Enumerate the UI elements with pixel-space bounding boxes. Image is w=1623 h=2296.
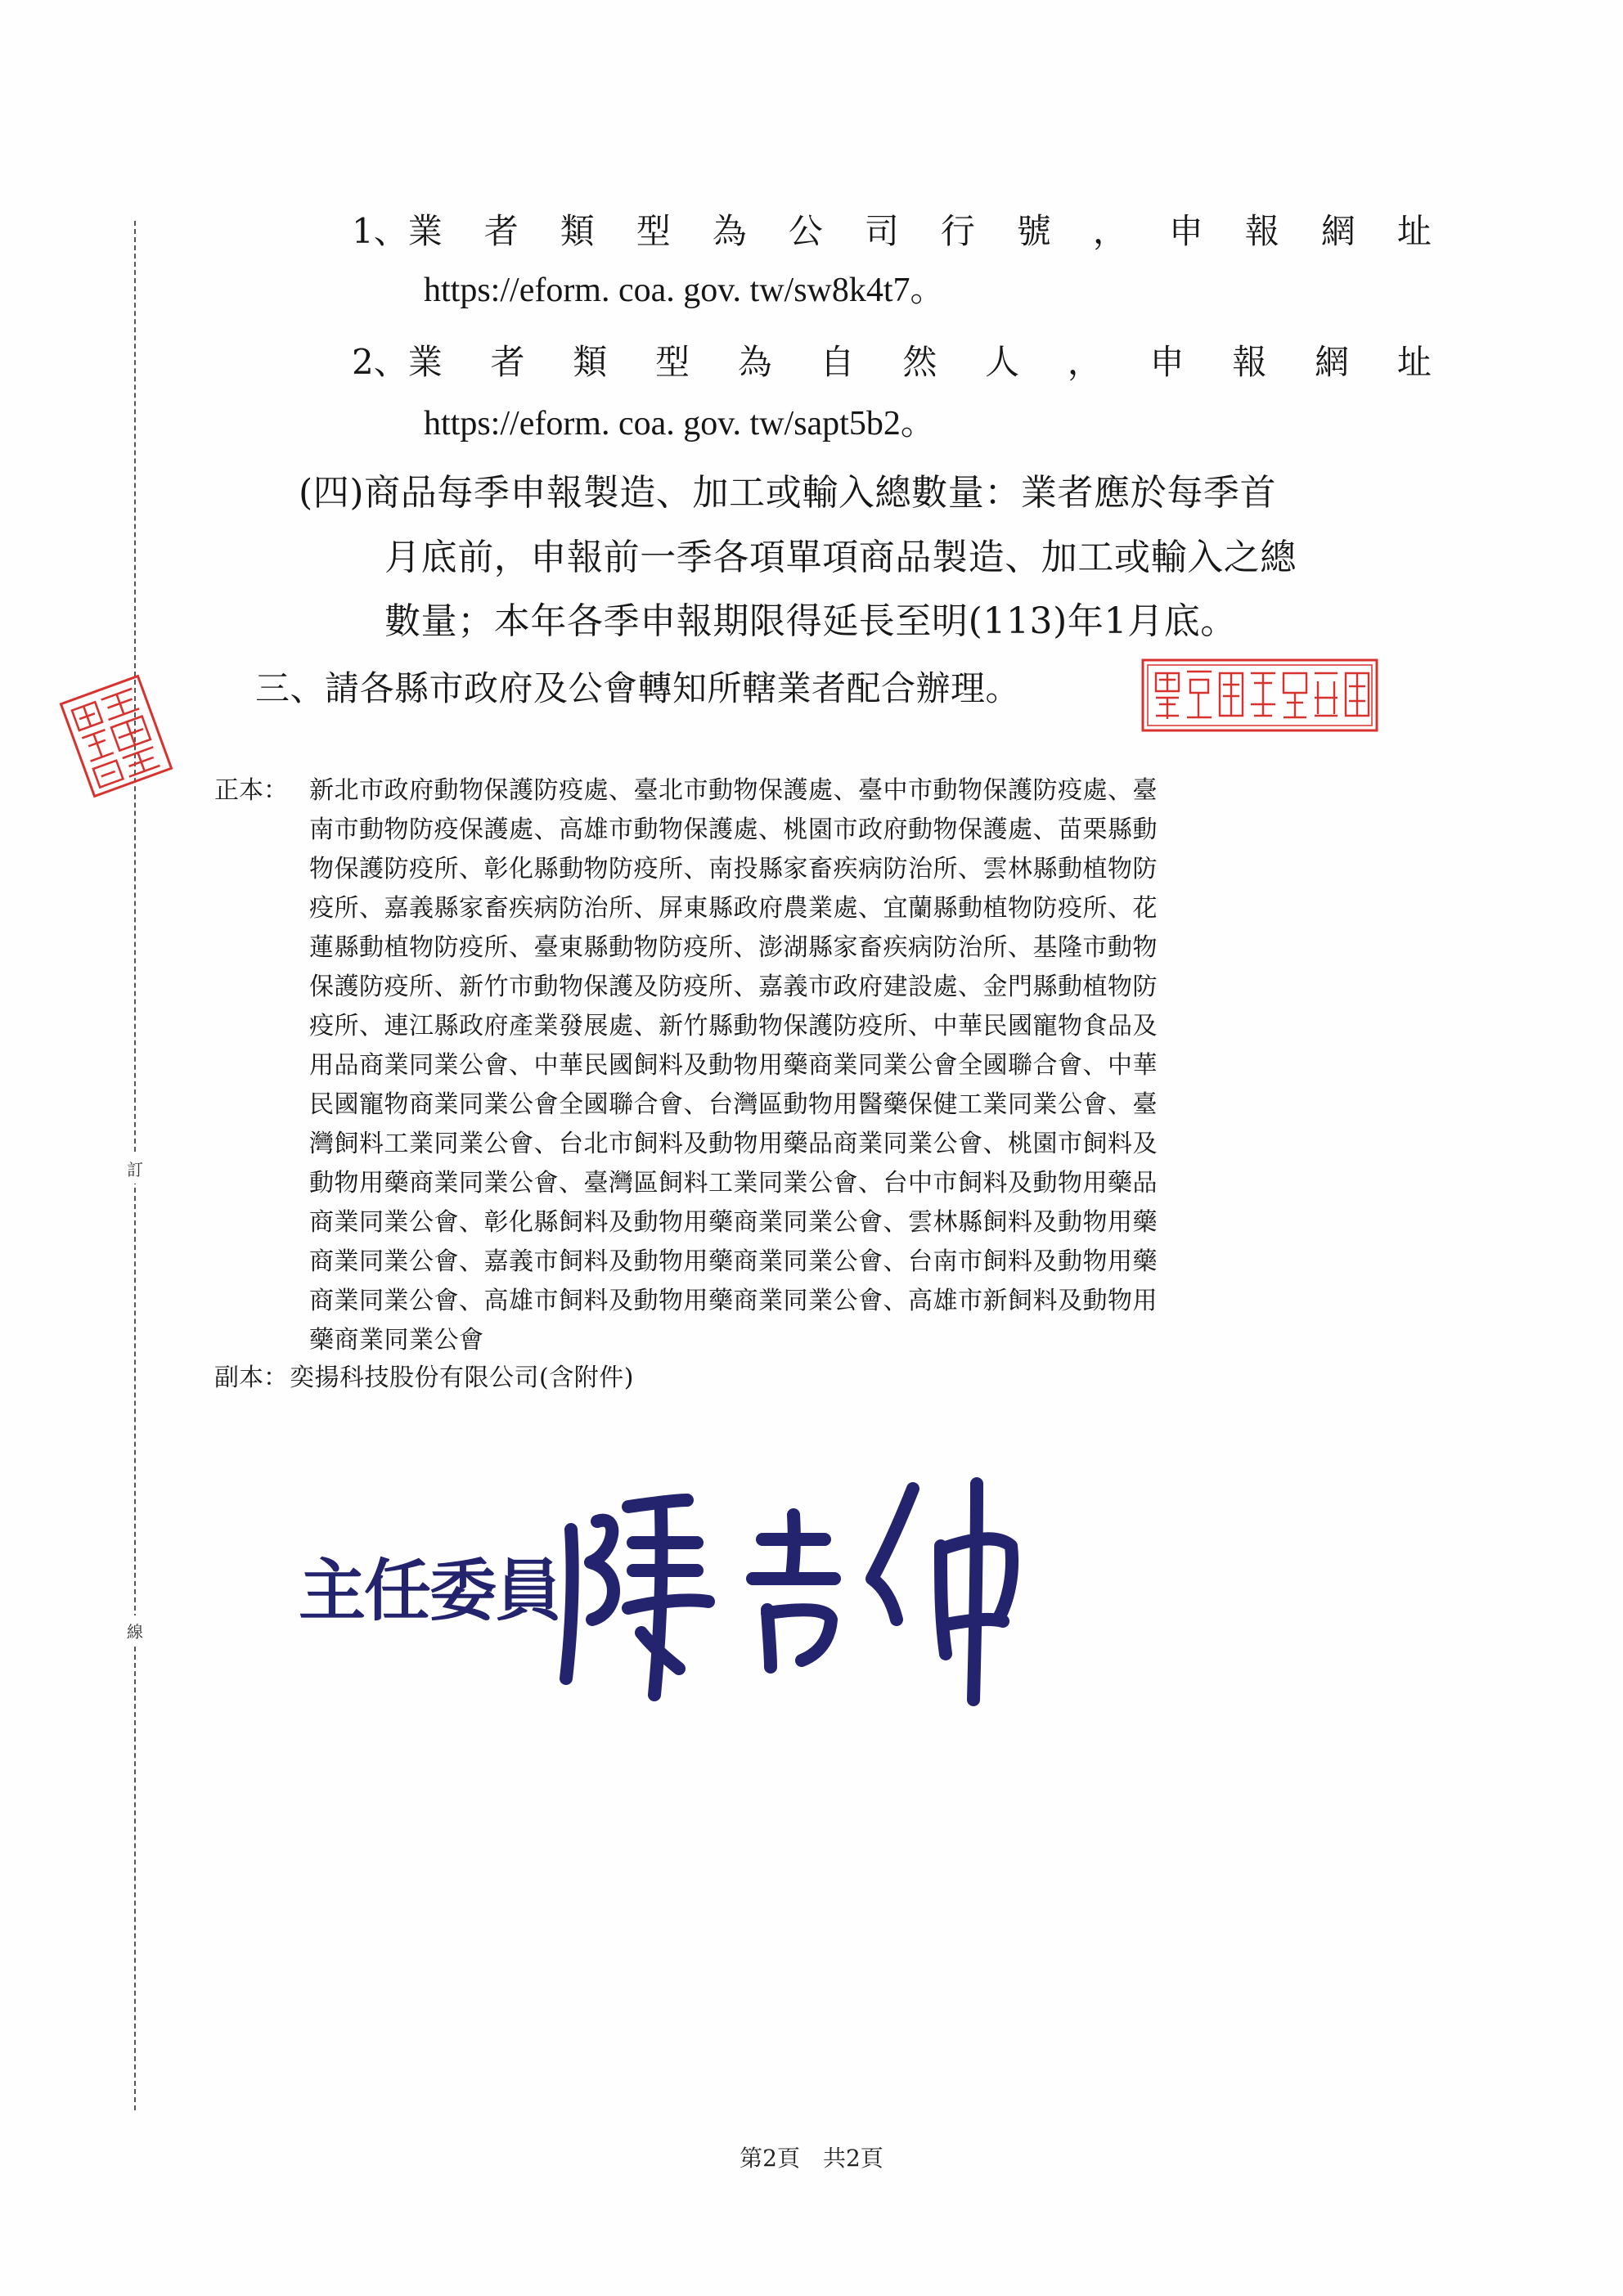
binding-mark-xian: 線 — [123, 1615, 147, 1646]
primary-recipients-line: 蓮縣動植物防疫所、臺東縣動物防疫所、澎湖縣家畜疾病防治所、基隆市動物 — [309, 933, 1158, 962]
item2-heading-char: 址 — [1396, 342, 1432, 382]
primary-recipients-line: 灣飼料工業同業公會、台北市飼料及動物用藥品商業同業公會、桃園市飼料及 — [309, 1130, 1158, 1158]
item1-heading-char: 網 — [1320, 211, 1355, 251]
item1-heading-char: 為 — [712, 211, 747, 251]
item4-line3: 數量；本年各季申報期限得延長至明(113)年1月底。 — [384, 600, 1237, 642]
item1-url: https://eform. coa. gov. tw/sw8k4t7。 — [424, 272, 945, 309]
primary-recipients-line: 商業同業公會、嘉義市飼料及動物用藥商業同業公會、台南市飼料及動物用藥 — [309, 1247, 1158, 1276]
item1-heading-char: ， — [1092, 211, 1127, 251]
item1-heading-char: 公 — [788, 211, 823, 251]
item2-heading-char: ， — [1067, 342, 1102, 382]
primary-recipients-line: 動物用藥商業同業公會、臺灣區飼料工業同業公會、台中市飼料及動物用藥品 — [309, 1169, 1158, 1197]
primary-recipients-line: 藥商業同業公會 — [309, 1326, 484, 1355]
item1-heading-char: 申 — [1168, 211, 1203, 251]
item1-heading-char: 型 — [636, 211, 671, 251]
primary-recipients-line: 疫所、連江縣政府產業發展處、新竹縣動物保護防疫所、中華民國寵物食品及 — [309, 1012, 1158, 1040]
item1-heading-char: 址 — [1396, 211, 1432, 251]
primary-recipients-line: 新北市政府動物保護防疫處、臺北市動物保護處、臺中市動物保護防疫處、臺 — [309, 776, 1158, 805]
item2-heading-char: 為 — [737, 342, 772, 382]
primary-recipients-line: 物保護防疫所、彰化縣動物防疫所、南投縣家畜疾病防治所、雲林縣動植物防 — [309, 855, 1158, 883]
item3-main: 三、請各縣市政府及公會轉知所轄業者配合辦理。 — [255, 668, 1021, 708]
item1-heading-char: 行 — [940, 211, 975, 251]
item1-heading-char: 1、業 — [352, 211, 443, 251]
copy-recipients-label: 副本： — [214, 1364, 288, 1392]
official-seal-right — [1141, 658, 1378, 735]
primary-recipients-line: 商業同業公會、彰化縣飼料及動物用藥商業同業公會、雲林縣飼料及動物用藥 — [309, 1208, 1158, 1237]
item1-heading-char: 報 — [1244, 211, 1279, 251]
item1-heading-char: 司 — [864, 211, 899, 251]
item2-heading-char: 型 — [655, 342, 690, 382]
primary-recipients-line: 疫所、嘉義縣家畜疾病防治所、屏東縣政府農業處、宜蘭縣動植物防疫所、花 — [309, 894, 1158, 923]
item2-heading-char: 網 — [1315, 342, 1350, 382]
signature-title: 主任委員 — [299, 1552, 561, 1630]
item2-heading-char: 報 — [1232, 342, 1267, 382]
item2-heading-char: 2、業 — [352, 342, 443, 382]
item2-heading-char: 自 — [820, 342, 855, 382]
item2-heading-char: 者 — [490, 342, 525, 382]
primary-recipients-line: 商業同業公會、高雄市飼料及動物用藥商業同業公會、高雄市新飼料及動物用 — [309, 1287, 1158, 1315]
copy-recipients: 奕揚科技股份有限公司(含附件) — [290, 1364, 634, 1392]
binding-mark-ding: 訂 — [123, 1153, 147, 1184]
primary-recipients-line: 用品商業同業公會、中華民國飼料及動物用藥商業同業公會全國聯合會、中華 — [309, 1051, 1158, 1080]
official-seal-left — [59, 671, 173, 805]
item2-heading-char: 然 — [902, 342, 937, 382]
item1-heading-char: 者 — [483, 211, 519, 251]
item2-heading-char: 人 — [985, 342, 1020, 382]
item2-heading — [352, 342, 1432, 382]
item2-heading-char: 類 — [573, 342, 608, 382]
item2-url: https://eform. coa. gov. tw/sapt5b2。 — [424, 405, 935, 443]
primary-recipients-line: 南市動物防疫保護處、高雄市動物保護處、桃園市政府動物保護處、苗栗縣動 — [309, 816, 1158, 844]
item4-line1: (四)商品每季申報製造、加工或輸入總數量：業者應於每季首 — [299, 472, 1277, 514]
handwritten-signature — [556, 1464, 1047, 1713]
page-number: 第2頁 共2頁 — [740, 2145, 883, 2172]
primary-recipients — [309, 771, 1399, 1360]
item1-heading-char: 類 — [560, 211, 595, 251]
item1-heading — [352, 211, 1432, 251]
item4-line2: 月底前，申報前一季各項單項商品製造、加工或輸入之總 — [384, 537, 1297, 578]
primary-recipients-line: 民國寵物商業同業公會全國聯合會、台灣區動物用醫藥保健工業同業公會、臺 — [309, 1090, 1158, 1119]
primary-recipients-label: 正本： — [214, 776, 288, 805]
item1-heading-char: 號 — [1016, 211, 1051, 251]
primary-recipients-line: 保護防疫所、新竹市動物保護及防疫所、嘉義市政府建設處、金門縣動植物防 — [309, 973, 1158, 1001]
item2-heading-char: 申 — [1149, 342, 1185, 382]
